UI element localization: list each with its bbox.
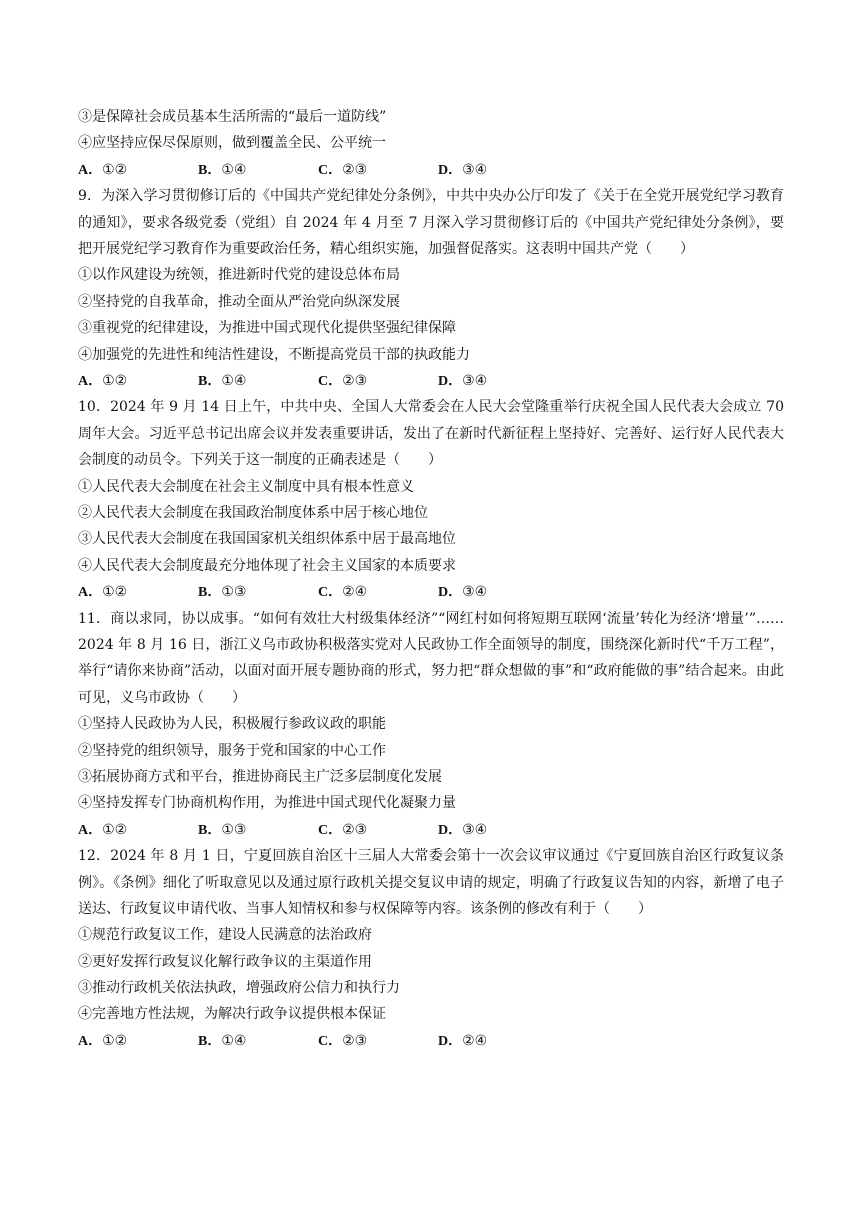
question-10 bbox=[78, 394, 784, 605]
option-d: D．③④ bbox=[438, 372, 488, 389]
question-item: ①以作风建设为统领，推进新时代党的建设总体布局 bbox=[78, 267, 400, 284]
option-b: B．①③ bbox=[198, 584, 247, 601]
question-options bbox=[78, 1028, 784, 1054]
question-item: ②更好发挥行政复议化解行政争议的主渠道作用 bbox=[78, 953, 372, 970]
question-11 bbox=[78, 606, 784, 844]
option-d: D．②④ bbox=[438, 1032, 488, 1049]
question-item: ④完善地方性法规，为解决行政争议提供根本保证 bbox=[78, 1006, 386, 1023]
question-item: ③推动行政机关依法执政，增强政府公信力和执行力 bbox=[78, 980, 400, 997]
option-c: C．②③ bbox=[318, 821, 368, 838]
option-c: C．②④ bbox=[318, 584, 368, 601]
prev-question bbox=[78, 104, 784, 183]
option-a: A．①② bbox=[78, 1032, 128, 1049]
question-options bbox=[78, 579, 784, 605]
question-stem: 9．为深入学习贯彻修订后的《中国共产党纪律处分条例》，中共中央办公厅印发了《关于在全党开展党纪学习教育的通知》，要求各级党委（党组）自 2024 年 4 月至 7 月深入学习贯彻修订后的《中国共产党纪律处分条例》，要把开展党纪学习教育作为重要政治任务，精心组织实施，加强督促落实。这表明中国共产党（ ） bbox=[78, 188, 784, 257]
question-item: ①规范行政复议工作，建设人民满意的法治政府 bbox=[78, 927, 372, 944]
option-b: B．①④ bbox=[198, 161, 247, 178]
option-b: B．①③ bbox=[198, 821, 247, 838]
question-item: ④加强党的先进性和纯洁性建设，不断提高党员干部的执政能力 bbox=[78, 346, 470, 363]
option-a: A．①② bbox=[78, 372, 128, 389]
question-item: ③人民代表大会制度在我国国家机关组织体系中居于最高地位 bbox=[78, 531, 456, 548]
option-c: C．②③ bbox=[318, 372, 368, 389]
option-a: A．①② bbox=[78, 161, 128, 178]
prev-item-4: ④应坚持应保尽保原则，做到覆盖全民、公平统一 bbox=[78, 135, 386, 152]
prev-options bbox=[78, 157, 784, 183]
option-b: B．①④ bbox=[198, 372, 247, 389]
question-item: ②坚持党的自我革命，推动全面从严治党向纵深发展 bbox=[78, 293, 400, 310]
option-a: A．①② bbox=[78, 821, 128, 838]
question-stem: 11．商以求同，协以成事。“如何有效壮大村级集体经济”“网红村如何将短期互联网‘流量’转化为经济‘增量’”……2024 年 8 月 16 日，浙江义乌市政协积极落实党对人民政协工作全面领导的制度，围绕深化新时代“千万工程”，举行“请你来协商”活动，以面对面开展专题协商的形式，努力把“群众想做的事”和“政府能做的事”结合起来。由此可见，义乌市政协（ ） bbox=[78, 610, 784, 706]
question-options bbox=[78, 817, 784, 843]
option-d: D．③④ bbox=[438, 821, 488, 838]
question-item: ③重视党的纪律建设，为推进中国式现代化提供坚强纪律保障 bbox=[78, 320, 456, 337]
prev-item-3: ③是保障社会成员基本生活所需的“最后一道防线” bbox=[78, 109, 387, 125]
exam-page bbox=[78, 104, 784, 1054]
question-item: ④坚持发挥专门协商机构作用，为推进中国式现代化凝聚力量 bbox=[78, 795, 456, 812]
option-c: C．②③ bbox=[318, 1032, 368, 1049]
question-item: ③拓展协商方式和平台，推进协商民主广泛多层制度化发展 bbox=[78, 768, 442, 785]
question-9 bbox=[78, 183, 784, 394]
question-stem: 10．2024 年 9 月 14 日上午，中共中央、全国人大常委会在人民大会堂隆重举行庆祝全国人民代表大会成立 70 周年大会。习近平总书记出席会议并发表重要讲话，发出了在新时代新征程上坚持好、完善好、运行好人民代表大会制度的动员令。下列关于这一制度的正确表述是（ ） bbox=[78, 399, 784, 469]
option-c: C．②③ bbox=[318, 161, 368, 178]
option-b: B．①④ bbox=[198, 1032, 247, 1049]
option-d: D．③④ bbox=[438, 161, 488, 178]
option-d: D．③④ bbox=[438, 584, 488, 601]
question-item: ②坚持党的组织领导，服务于党和国家的中心工作 bbox=[78, 742, 386, 759]
question-item: ④人民代表大会制度最充分地体现了社会主义国家的本质要求 bbox=[78, 557, 456, 574]
question-item: ①人民代表大会制度在社会主义制度中具有根本性意义 bbox=[78, 478, 414, 495]
option-a: A．①② bbox=[78, 584, 128, 601]
question-12 bbox=[78, 843, 784, 1054]
question-item: ②人民代表大会制度在我国政治制度体系中居于核心地位 bbox=[78, 504, 428, 521]
question-options bbox=[78, 368, 784, 394]
question-stem: 12．2024 年 8 月 1 日，宁夏回族自治区十三届人大常委会第十一次会议审议通过《宁夏回族自治区行政复议条例》。《条例》细化了听取意见以及通过原行政机关提交复议申请的规定，明确了行政复议告知的内容，新增了电子送达、行政复议申请代收、当事人知情权和参与权保障等内容。该条例的修改有利于（ ） bbox=[78, 848, 784, 917]
question-item: ①坚持人民政协为人民，积极履行参政议政的职能 bbox=[78, 716, 386, 733]
